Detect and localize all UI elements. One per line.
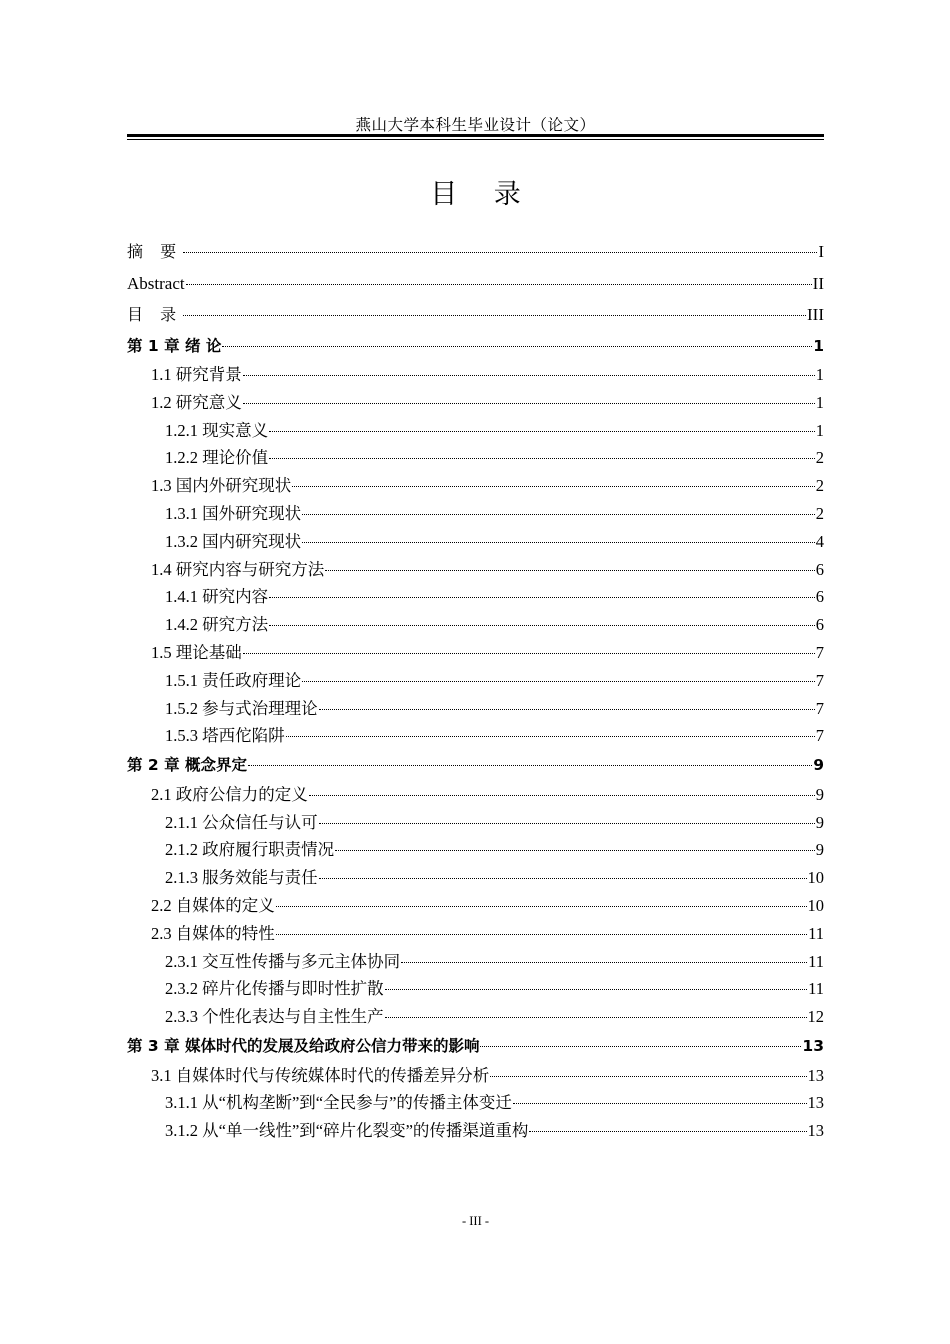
toc-entry-page: 13: [807, 1121, 824, 1141]
toc-entry-page: 6: [815, 615, 824, 635]
toc-entry[interactable]: [127, 864, 824, 892]
toc-entry-label: 1.3.1 国外研究现状: [165, 504, 302, 524]
toc-entry[interactable]: [127, 1117, 824, 1145]
toc-entry-page: 4: [815, 531, 824, 551]
toc-leader-dots: [401, 962, 807, 963]
toc-entry-label: 1.3 国内外研究现状: [151, 476, 292, 496]
toc-entry-label: 1.5.3 塔西佗陷阱: [165, 726, 285, 746]
toc-entry-label: 1.5.2 参与式治理理论: [165, 698, 318, 718]
toc-leader-dots: [490, 1076, 806, 1077]
toc-entry-label: 1.3.2 国内研究现状: [165, 531, 302, 551]
toc-entry-label: 摘 要: [127, 242, 183, 261]
toc-entry[interactable]: [127, 750, 824, 781]
toc-entry[interactable]: [127, 836, 824, 864]
toc-entry[interactable]: [127, 892, 824, 920]
toc-entry[interactable]: [127, 639, 824, 667]
toc-entry-label: 1.2.1 现实意义: [165, 420, 269, 440]
toc-entry-label: 2.1 政府公信力的定义: [151, 784, 308, 804]
toc-entry-label: 1.4 研究内容与研究方法: [151, 559, 325, 579]
toc-entry-page: 1: [815, 392, 824, 412]
toc-entry[interactable]: [127, 583, 824, 611]
toc-entry-page: 1: [813, 336, 824, 355]
toc-entry-page: 6: [815, 587, 824, 607]
page-number: - III -: [461, 1214, 490, 1228]
toc-entry-page: 10: [807, 896, 824, 916]
toc-entry[interactable]: [127, 975, 824, 1003]
toc-entry-page: 2: [815, 504, 824, 524]
toc-leader-dots: [276, 906, 807, 907]
toc-leader-dots: [309, 795, 815, 796]
toc-entry-page: 13: [802, 1037, 824, 1056]
toc-entry[interactable]: [127, 667, 824, 695]
toc-entry[interactable]: [127, 417, 824, 445]
toc-leader-dots: [325, 570, 815, 571]
toc-entry-page: 7: [815, 698, 824, 718]
toc-leader-dots: [480, 1046, 801, 1047]
toc-entry-page: I: [818, 242, 824, 261]
toc-entry-page: 11: [808, 923, 824, 943]
toc-entry[interactable]: [127, 920, 824, 948]
toc-entry-label: 1.4.2 研究方法: [165, 615, 269, 635]
toc-entry[interactable]: [127, 236, 824, 268]
toc-entry[interactable]: [127, 331, 824, 362]
toc-entry-page: 13: [807, 1093, 824, 1113]
toc-leader-dots: [269, 597, 815, 598]
toc-leader-dots: [269, 431, 815, 432]
toc-entry-label: 2.1.2 政府履行职责情况: [165, 840, 335, 860]
toc-leader-dots: [513, 1103, 807, 1104]
toc-entry-page: III: [807, 305, 824, 324]
toc-entry-label: 2.2 自媒体的定义: [151, 896, 275, 916]
toc-entry-label: 1.5.1 责任政府理论: [165, 670, 302, 690]
page-title: 目 录: [430, 179, 535, 210]
toc-entry-page: 13: [807, 1065, 824, 1085]
toc-leader-dots: [243, 403, 815, 404]
toc-entry-label: 第 3 章 媒体时代的发展及给政府公信力带来的影响: [127, 1037, 480, 1056]
toc-entry-label: 第 1 章 绪 论: [127, 336, 222, 355]
toc-entry-page: 2: [815, 476, 824, 496]
toc-leader-dots: [276, 934, 807, 935]
toc-entry-page: 9: [815, 840, 824, 860]
toc-leader-dots: [248, 765, 812, 766]
toc-entry-page: 7: [815, 670, 824, 690]
toc-leader-dots: [335, 850, 815, 851]
toc-entry-label: 1.4.1 研究内容: [165, 587, 269, 607]
toc-leader-dots: [385, 989, 807, 990]
toc-entry-page: 7: [815, 726, 824, 746]
toc-leader-dots: [302, 514, 815, 515]
toc-entry-label: 1.2.2 理论价值: [165, 448, 269, 468]
toc-entry-page: 1: [815, 420, 824, 440]
toc-leader-dots: [302, 681, 815, 682]
toc-entry-page: 11: [808, 979, 824, 999]
toc-entry[interactable]: [127, 809, 824, 837]
toc-entry-page: 10: [807, 868, 824, 888]
toc-entry[interactable]: [127, 695, 824, 723]
toc-entry[interactable]: [127, 1031, 824, 1062]
toc-entry[interactable]: [127, 389, 824, 417]
toc-leader-dots: [302, 542, 815, 543]
toc-entry[interactable]: [127, 722, 824, 750]
toc-entry-page: 12: [807, 1007, 824, 1027]
toc-entry-page: 9: [815, 812, 824, 832]
toc-entry-label: 3.1 自媒体时代与传统媒体时代的传播差异分析: [151, 1065, 490, 1085]
toc-entry[interactable]: [127, 1089, 824, 1117]
toc-entry-page: 6: [815, 559, 824, 579]
toc-entry-label: 1.1 研究背景: [151, 365, 242, 385]
running-header: 燕山大学本科生毕业设计（论文）: [355, 117, 596, 134]
toc-leader-dots: [292, 486, 815, 487]
toc-leader-dots: [286, 736, 815, 737]
toc-entry-label: 2.3.3 个性化表达与自主性生产: [165, 1007, 384, 1027]
toc-entry-page: 9: [815, 784, 824, 804]
toc-leader-dots: [269, 458, 815, 459]
toc-entry[interactable]: [127, 361, 824, 389]
toc-entry[interactable]: [127, 611, 824, 639]
toc-entry-label: 2.3.2 碎片化传播与即时性扩散: [165, 979, 384, 999]
toc-entry[interactable]: [127, 472, 824, 500]
toc-entry-label: 1.5 理论基础: [151, 643, 242, 663]
toc-entry[interactable]: [127, 444, 824, 472]
toc-leader-dots: [222, 346, 812, 347]
toc-entry-label: 2.1.1 公众信任与认可: [165, 812, 318, 832]
toc-leader-dots: [183, 315, 806, 316]
toc-entry[interactable]: [127, 948, 824, 976]
toc-leader-dots: [183, 252, 817, 253]
toc-entry[interactable]: [127, 781, 824, 809]
toc-entry[interactable]: [127, 299, 824, 331]
toc-entry[interactable]: [127, 500, 824, 528]
toc-entry-label: 3.1.2 从“单一线性”到“碎片化裂变”的传播渠道重构: [165, 1121, 529, 1141]
toc-entry[interactable]: [127, 1062, 824, 1090]
toc-entry-label: 目 录: [127, 305, 183, 324]
toc-entry-label: Abstract: [127, 273, 185, 293]
toc-entry[interactable]: [127, 1003, 824, 1031]
toc-entry-page: 11: [808, 951, 824, 971]
toc-entry[interactable]: [127, 268, 824, 300]
toc-leader-dots: [319, 878, 807, 879]
toc-entry-label: 2.1.3 服务效能与责任: [165, 868, 318, 888]
toc-entry-page: 9: [813, 756, 824, 775]
toc-leader-dots: [319, 709, 815, 710]
toc-leader-dots: [385, 1017, 807, 1018]
toc-entry-label: 第 2 章 概念界定: [127, 756, 247, 775]
toc-entry[interactable]: [127, 528, 824, 556]
table-of-contents: [127, 236, 824, 1145]
toc-entry-label: 1.2 研究意义: [151, 392, 242, 412]
toc-leader-dots: [529, 1131, 806, 1132]
toc-leader-dots: [243, 653, 815, 654]
toc-entry-page: 2: [815, 448, 824, 468]
toc-leader-dots: [319, 823, 815, 824]
toc-leader-dots: [243, 375, 815, 376]
toc-entry-label: 3.1.1 从“机构垄断”到“全民参与”的传播主体变迁: [165, 1093, 512, 1113]
toc-leader-dots: [269, 625, 815, 626]
toc-entry-label: 2.3.1 交互性传播与多元主体协同: [165, 951, 401, 971]
toc-leader-dots: [186, 284, 812, 285]
header-rule-thick: [127, 134, 824, 137]
toc-entry-label: 2.3 自媒体的特性: [151, 923, 275, 943]
toc-entry[interactable]: [127, 556, 824, 584]
toc-entry-page: II: [812, 273, 824, 293]
toc-entry-page: 7: [815, 643, 824, 663]
toc-entry-page: 1: [815, 365, 824, 385]
header-rule-thin: [127, 139, 824, 140]
